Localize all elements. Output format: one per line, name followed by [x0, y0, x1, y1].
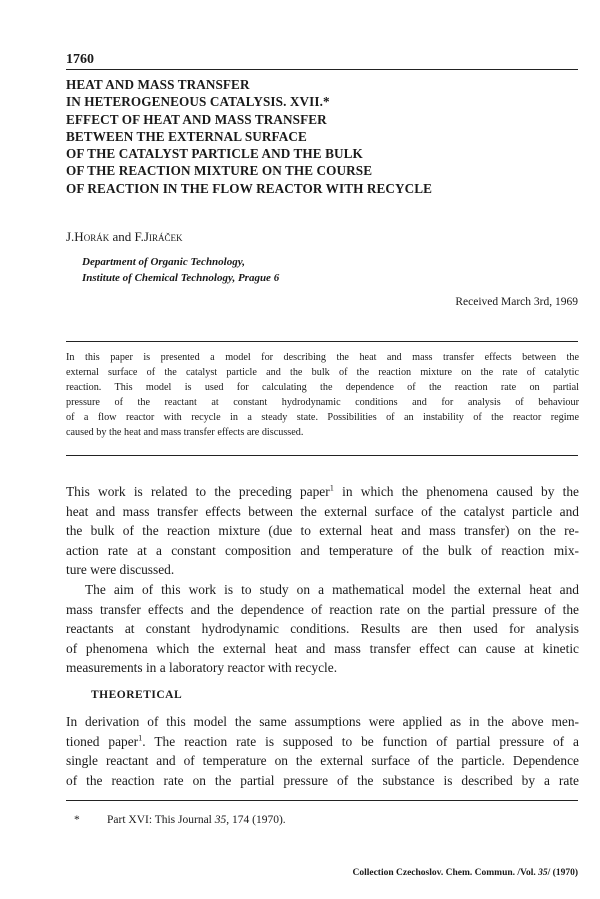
paragraph-line: action rate at a constant composition and temperature of the bulk of reaction mix- — [66, 542, 579, 558]
paragraph-line: In derivation of this model the same assumptions were applied as in the above men- — [66, 714, 579, 729]
abstract-line: caused by the heat and mass transfer effects are discussed. — [66, 427, 304, 439]
footnote-marker: * — [74, 814, 80, 826]
author-name: J.Horák — [66, 229, 110, 244]
affiliation — [82, 255, 279, 286]
journal-text: / (1970) — [547, 868, 578, 878]
section-heading: THEORETICAL — [91, 689, 183, 701]
paragraph-line: mass transfer effects and the dependence of reaction rate on the partial pressure of the — [66, 601, 579, 617]
paragraph-line: single reactant and of temperature on the external surface of the particle. Dependence — [66, 753, 579, 769]
title-line: HEAT AND MASS TRANSFER — [66, 77, 250, 92]
footnote-rule — [66, 800, 578, 801]
paragraph-line: the bulk of the reaction mixture (due to external heat and mass transfer) on the re- — [66, 523, 579, 539]
footnote-text: , 174 (1970). — [226, 814, 286, 826]
paragraph-line: reactants at constant hydrodynamic conditions. Results are then used for analysis — [66, 621, 579, 637]
paragraph-line: heat and mass transfer effects between the external surface of the catalyst particle and — [66, 503, 579, 519]
paragraph-intro — [66, 482, 579, 580]
title-line: OF THE CATALYST PARTICLE AND THE BULK — [66, 146, 363, 162]
title-line: IN HETEROGENEOUS CATALYSIS. XVII.* — [66, 94, 330, 110]
paragraph-line — [66, 732, 579, 752]
paragraph-line: ture were discussed. — [66, 562, 175, 578]
abstract-line: of a flow reactor with recycle in a steady state. Possibilities of an instability of the reactor regime — [66, 412, 579, 424]
text-run: . The reaction rate is supposed to be function of partial pressure of a — [142, 733, 579, 749]
abstract-line: external surface of the catalyst particle and the bulk of the reaction mixture on the rate of catalytic — [66, 367, 579, 379]
abstract-bottom-rule — [66, 455, 578, 456]
footnote — [74, 814, 286, 826]
reference-marker: 1 — [329, 483, 334, 493]
abstract-line: reaction. This model is used for calculating the dependence of the reaction rate on partial — [66, 382, 579, 394]
authors — [66, 229, 182, 245]
author-name: F.Jiráček — [134, 229, 183, 244]
reference-marker: 1 — [138, 733, 143, 743]
author-conjunction: and — [112, 229, 132, 244]
header-rule — [66, 69, 578, 70]
paragraph-theoretical — [66, 712, 579, 790]
footnote-volume: 35 — [214, 814, 227, 826]
paragraph-aim — [66, 580, 579, 678]
paragraph-line: of phenomena which the external heat and mass transfer effect can cause at kinetic — [66, 640, 579, 656]
received-date: Received March 3rd, 1969 — [455, 296, 578, 308]
title-line: OF THE REACTION MIXTURE ON THE COURSE — [66, 163, 373, 179]
article-title — [66, 76, 586, 197]
journal-citation — [352, 868, 578, 878]
abstract-line: In this paper is presented a model for describing the heat and mass transfer effects between the — [66, 352, 579, 363]
title-line: OF REACTION IN THE FLOW REACTOR WITH RECYCLE — [66, 180, 433, 196]
text-run: This work is related to the preceding paper — [66, 484, 330, 499]
journal-text: Collection Czechoslov. Chem. Commun. /Vol. — [352, 868, 539, 878]
title-line: EFFECT OF HEAT AND MASS TRANSFER — [66, 111, 327, 127]
paragraph-line: of the reaction rate on the partial pressure of the substance is described by a rate — [66, 772, 579, 788]
journal-volume: 35 — [538, 868, 548, 878]
abstract-top-rule — [66, 341, 578, 342]
paragraph-line: measurements in a laboratory reactor with recycle. — [66, 660, 338, 676]
footnote-text: Part XVI: This Journal — [107, 814, 215, 826]
paragraph-line — [66, 482, 579, 502]
affiliation-line: Institute of Chemical Technology, Prague 6 — [82, 271, 280, 284]
paragraph-line: The aim of this work is to study on a mathematical model the external heat and — [85, 582, 579, 597]
text-run: tioned paper — [66, 733, 139, 749]
affiliation-line: Department of Organic Technology, — [82, 256, 245, 268]
abstract-line: pressure of the reactant at constant hydrodynamic conditions and for analysis of behaviour — [66, 397, 579, 409]
text-run: in which the phenomena caused by the — [333, 484, 580, 499]
abstract — [66, 350, 579, 441]
page-number: 1760 — [66, 52, 94, 67]
title-line: BETWEEN THE EXTERNAL SURFACE — [66, 128, 307, 144]
